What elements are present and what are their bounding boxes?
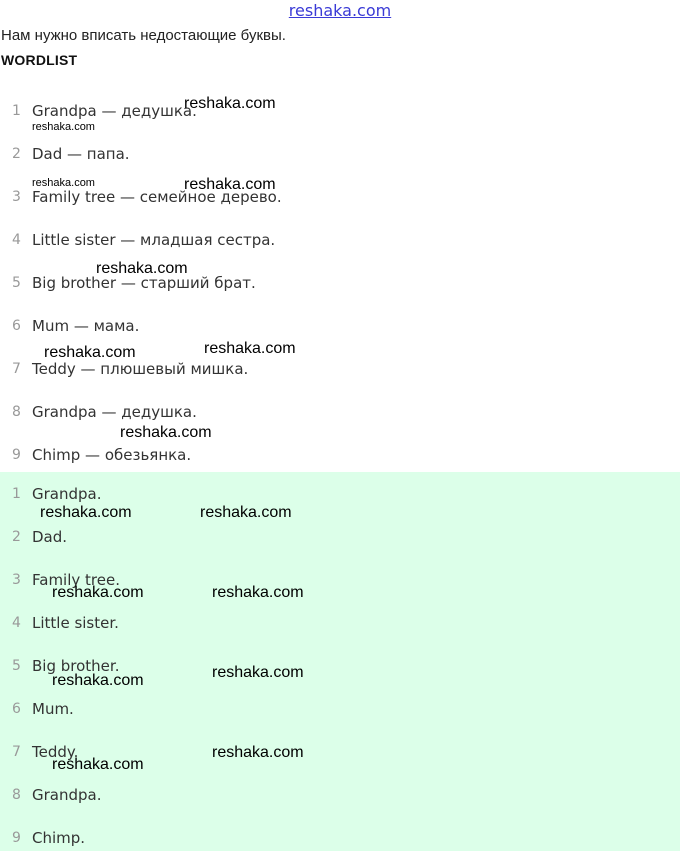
wordlist-item	[0, 97, 680, 123]
item-number: 2	[12, 529, 21, 545]
item-number: 5	[12, 658, 21, 674]
watermark: reshaka.com	[52, 584, 144, 601]
watermark: reshaka.com	[200, 504, 292, 521]
wordlist-item	[0, 183, 680, 209]
item-text: Mum — мама.	[32, 317, 140, 335]
watermark: reshaka.com	[32, 121, 95, 133]
item-text: Big brother — старший брат.	[32, 274, 256, 292]
item-text: Little sister — младшая сестра.	[32, 231, 276, 249]
instruction-text: Нам нужно вписать недостающие буквы.	[1, 27, 286, 44]
item-text: Family tree.	[32, 571, 120, 589]
answer-item	[0, 824, 680, 850]
watermark: reshaka.com	[96, 260, 188, 277]
answer-item	[0, 523, 680, 549]
answer-item	[0, 781, 680, 807]
watermark: reshaka.com	[204, 340, 296, 357]
watermark: reshaka.com	[52, 672, 144, 689]
watermark: reshaka.com	[52, 756, 144, 773]
item-number: 3	[12, 189, 21, 205]
item-text: Mum.	[32, 700, 74, 718]
item-number: 9	[12, 830, 21, 846]
item-number: 8	[12, 787, 21, 803]
watermark: reshaka.com	[32, 177, 95, 189]
watermark: reshaka.com	[212, 584, 304, 601]
item-number: 1	[12, 486, 21, 502]
answer-item	[0, 480, 680, 506]
item-text: Grandpa.	[32, 786, 102, 804]
watermark: reshaka.com	[212, 744, 304, 761]
item-text: Grandpa.	[32, 485, 102, 503]
item-number: 6	[12, 701, 21, 717]
item-text: Teddy.	[32, 743, 79, 761]
item-number: 7	[12, 361, 21, 377]
item-text: Dad.	[32, 528, 68, 546]
item-text: Big brother.	[32, 657, 120, 675]
site-header-link[interactable]: reshaka.com	[288, 1, 392, 20]
item-text: Grandpa — дедушка.	[32, 403, 197, 421]
item-text: Family tree — семейное дерево.	[32, 188, 282, 206]
item-text: Grandpa — дедушка.	[32, 102, 197, 120]
answers-panel	[0, 472, 680, 851]
item-number: 2	[12, 146, 21, 162]
watermark: reshaka.com	[120, 424, 212, 441]
wordlist-item	[0, 312, 680, 338]
watermark: reshaka.com	[184, 176, 276, 193]
item-text: Chimp — обезьянка.	[32, 446, 192, 464]
wordlist-item	[0, 398, 680, 424]
item-number: 3	[12, 572, 21, 588]
item-number: 7	[12, 744, 21, 760]
wordlist-heading: WORDLIST	[1, 52, 78, 68]
item-text: Chimp.	[32, 829, 86, 847]
item-text: Dad — папа.	[32, 145, 130, 163]
item-number: 8	[12, 404, 21, 420]
item-number: 1	[12, 103, 21, 119]
wordlist-item	[0, 140, 680, 166]
answer-item	[0, 609, 680, 635]
item-text: Little sister.	[32, 614, 119, 632]
item-number: 5	[12, 275, 21, 291]
watermark: reshaka.com	[44, 344, 136, 361]
item-text: Teddy — плюшевый мишка.	[32, 360, 249, 378]
item-number: 4	[12, 232, 21, 248]
wordlist-item	[0, 441, 680, 467]
wordlist-item	[0, 226, 680, 252]
item-number: 4	[12, 615, 21, 631]
item-number: 9	[12, 447, 21, 463]
watermark: reshaka.com	[40, 504, 132, 521]
watermark: reshaka.com	[212, 664, 304, 681]
answer-item	[0, 695, 680, 721]
watermark: reshaka.com	[184, 95, 276, 112]
item-number: 6	[12, 318, 21, 334]
